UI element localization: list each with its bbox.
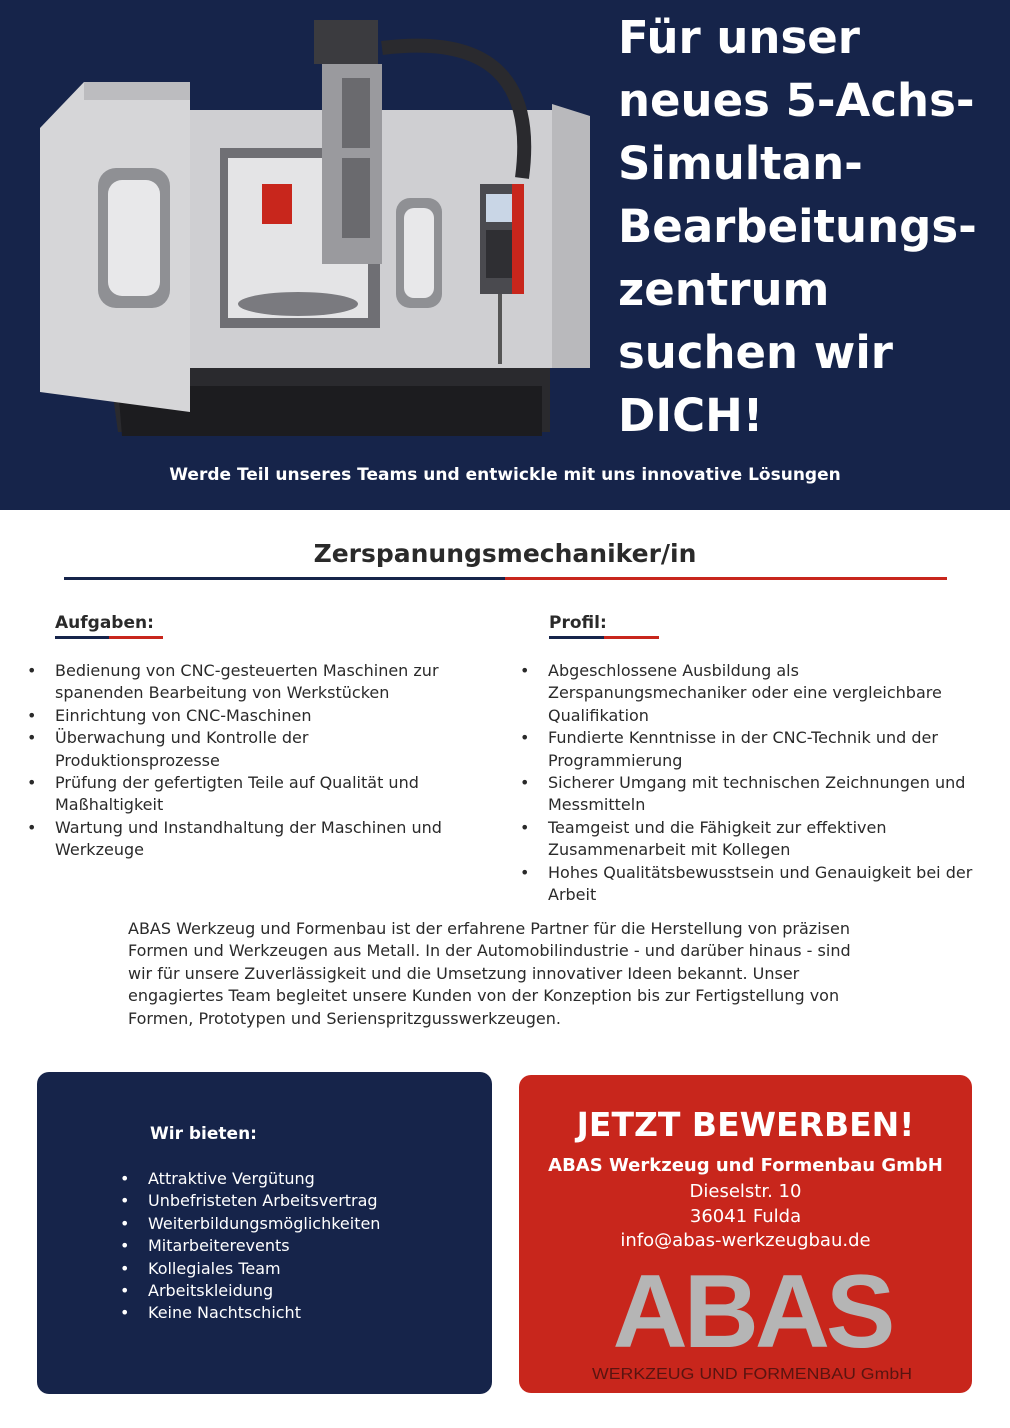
tasks-heading-underline — [55, 635, 163, 640]
apply-box — [519, 1075, 972, 1393]
list-item: • Hohes Qualitätsbewusstsein und Genauigkeit bei der Arbeit — [520, 862, 990, 907]
profile-list — [520, 660, 990, 906]
list-item: • Überwachung und Kontrolle der Produktionsprozesse — [27, 727, 477, 772]
email-link[interactable]: info@abas-werkzeugbau.de — [620, 1230, 871, 1251]
list-item: • Einrichtung von CNC-Maschinen — [27, 705, 477, 727]
logo-wordmark: ABAS — [612, 1261, 892, 1370]
headline-line: Simultan- — [618, 137, 863, 190]
abas-logo — [587, 1261, 917, 1385]
company-description: ABAS Werkzeug und Formenbau ist der erfahrene Partner für die Herstellung von präzisen Formen und Werkzeugen aus Metall. In der Automobilindustrie - und darüber hinaus - sind wir für unsere Zuverlässigkeit und die Umsetzung innovativer Ideen bekannt. Unser engagiertes Team begleitet unsere Kunden von der Konzeption bis zur Fertigstellung von Formen, Prototypen und Serienspritzgusswerkzeugen. — [128, 919, 851, 1028]
profile-heading-underline — [549, 635, 659, 640]
offer-heading: Wir bieten: — [150, 1124, 257, 1144]
city-address: 36041 Fulda — [689, 1206, 802, 1227]
list-item: • Bedienung von CNC-gesteuerten Maschinen zur spanenden Bearbeitung von Werkstücken — [27, 660, 477, 705]
company-name: ABAS Werkzeug und Formenbau GmbH — [548, 1155, 943, 1176]
list-item: • Unbefristeten Arbeitsvertrag — [120, 1190, 380, 1212]
list-item: • Weiterbildungsmöglichkeiten — [120, 1213, 380, 1235]
tasks-heading: Aufgaben: — [55, 613, 154, 633]
list-item: • Arbeitskleidung — [120, 1280, 380, 1302]
street-address: Dieselstr. 10 — [689, 1181, 802, 1202]
header-subline: Werde Teil unseres Teams und entwickle mit uns innovative Lösungen — [169, 465, 841, 485]
list-item: • Attraktive Vergütung — [120, 1168, 380, 1190]
headline-line: Bearbeitungs- — [618, 200, 977, 253]
headline-line: DICH! — [618, 389, 764, 442]
list-item: • Sicherer Umgang mit technischen Zeichnungen und Messmitteln — [520, 772, 990, 817]
header-banner — [0, 0, 1010, 510]
list-item: • Mitarbeiterevents — [120, 1235, 380, 1257]
logo-tagline: WERKZEUG UND FORMENBAU GmbH — [592, 1366, 912, 1383]
headline-line: suchen wir — [618, 326, 893, 379]
apply-title: JETZT BEWERBEN! — [576, 1105, 915, 1144]
list-item: • Abgeschlossene Ausbildung als Zerspanungsmechaniker oder eine vergleichbare Qualifikation — [520, 660, 990, 727]
list-item: • Wartung und Instandhaltung der Maschinen und Werkzeuge — [27, 817, 477, 862]
headline-line: zentrum — [618, 263, 830, 316]
headline-line: Für unser — [618, 11, 860, 64]
headline — [618, 6, 998, 447]
offer-box — [37, 1072, 492, 1394]
list-item: • Prüfung der gefertigten Teile auf Qualität und Maßhaltigkeit — [27, 772, 477, 817]
title-divider — [64, 575, 947, 581]
cnc-machine-image — [22, 8, 604, 436]
profile-heading: Profil: — [549, 613, 607, 633]
list-item: • Fundierte Kenntnisse in der CNC-Technik und der Programmierung — [520, 727, 990, 772]
tasks-list — [27, 660, 477, 862]
list-item: • Keine Nachtschicht — [120, 1302, 380, 1324]
job-title: Zerspanungsmechaniker/in — [313, 539, 697, 568]
list-item: • Teamgeist und die Fähigkeit zur effektiven Zusammenarbeit mit Kollegen — [520, 817, 990, 862]
list-item: • Kollegiales Team — [120, 1258, 380, 1280]
headline-line: neues 5-Achs- — [618, 74, 975, 127]
offer-list — [120, 1168, 380, 1325]
